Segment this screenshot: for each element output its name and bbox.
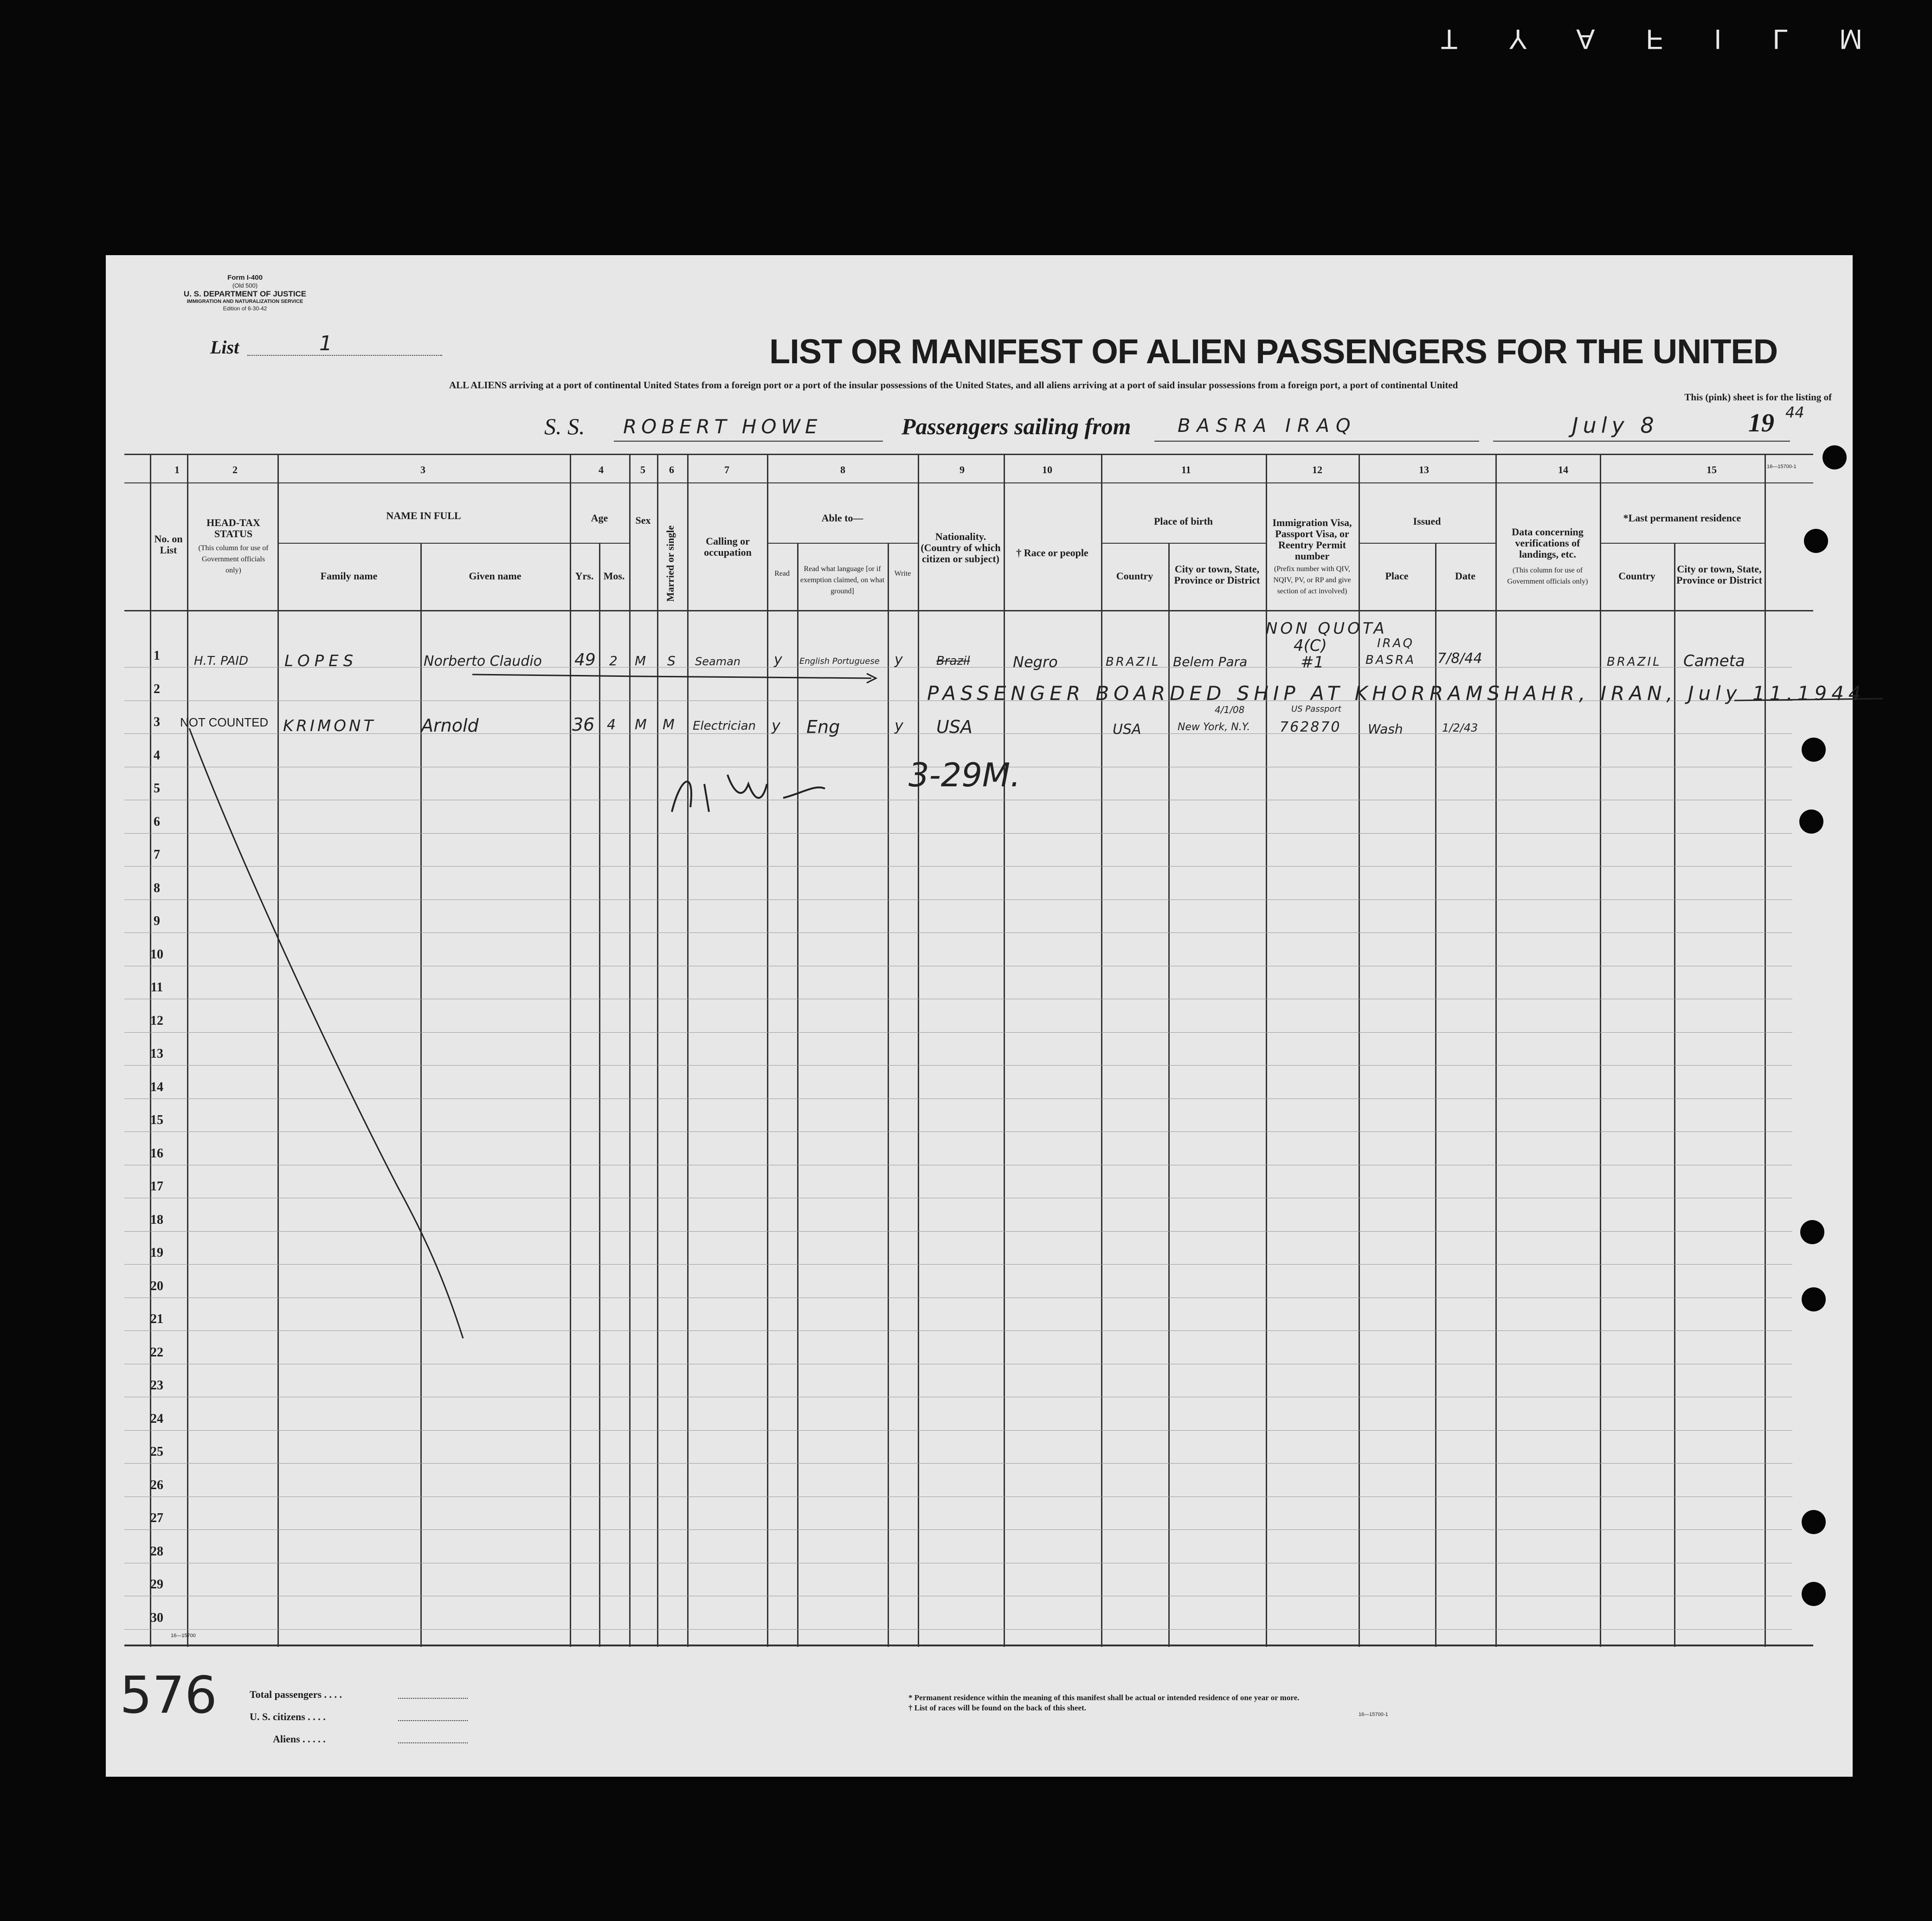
birth-subheader-line	[1101, 543, 1266, 544]
header-verification: Data concerning verifications of landings, etc.	[1512, 526, 1584, 560]
issued-subheader-line	[1359, 543, 1495, 544]
row1-issued-date: 7/8/44	[1437, 650, 1482, 667]
edition-label: Edition of 6-30-42	[223, 305, 267, 312]
year-prefix: 19	[1748, 409, 1774, 437]
ship-name-line	[614, 441, 883, 442]
row-number: 27	[150, 1511, 163, 1525]
column-divider	[629, 455, 631, 1647]
header-sex: Sex	[635, 514, 651, 526]
header-calling: Calling or occupation	[704, 535, 752, 558]
column-divider	[657, 455, 658, 1647]
header-no-on-list: No. on List	[154, 533, 183, 556]
row-number: 25	[150, 1445, 163, 1459]
row-rule	[124, 1463, 1792, 1464]
subtitle-line-2: This (pink) sheet is for the listing of	[1684, 392, 1832, 403]
name-subheader-line	[277, 543, 570, 544]
column-number: 11	[1181, 464, 1191, 475]
punch-hole	[1802, 1510, 1826, 1534]
punch-hole	[1802, 1582, 1826, 1606]
list-number: 1	[319, 332, 332, 355]
row1-marital: S	[667, 653, 676, 668]
row-rule	[124, 1629, 1792, 1630]
column-number-row	[106, 464, 1853, 478]
column-number-border	[124, 482, 1813, 483]
row2-boarding-note: PASSENGER BOARDED SHIP AT KHORRAMSHAHR, IRAN, July 11.1944	[927, 682, 1866, 705]
punch-hole	[1823, 445, 1847, 469]
row1-write: y	[895, 652, 903, 668]
film-edge-text: TYAFILM	[1441, 24, 1913, 55]
column-divider	[1101, 455, 1102, 1647]
row-number: 8	[154, 880, 160, 895]
row1-birth-country: BRAZIL	[1106, 655, 1160, 669]
column-divider	[1495, 455, 1497, 1647]
row-number: 10	[150, 947, 163, 962]
total-passengers-line	[398, 1698, 468, 1699]
row-number: 7	[154, 848, 160, 862]
row-number: 15	[150, 1113, 163, 1127]
row3-birth-date: 4/1/08	[1215, 704, 1245, 715]
row1-residence-city: Cameta	[1683, 652, 1745, 670]
form-number: Form I-400	[227, 274, 263, 282]
column-number: 8	[840, 464, 845, 475]
row3-visa-number: 762870	[1280, 719, 1341, 735]
sailing-from: BASRA IRAQ	[1178, 415, 1357, 437]
column-number: 7	[724, 464, 729, 475]
row1-race: Negro	[1013, 653, 1058, 671]
film-edge-strip	[1375, 0, 1932, 60]
row-number: 26	[150, 1478, 163, 1492]
row3-sex: M	[635, 717, 647, 733]
header-visa: Immigration Visa, Passport Visa, or Reentry Permit number	[1272, 517, 1352, 562]
signature-code: 3-29M.	[908, 756, 1021, 794]
row1-family-name: LOPES	[284, 652, 358, 670]
column-divider	[767, 455, 768, 1647]
row-number: 2	[154, 681, 160, 696]
row1-visa-number: #1	[1301, 653, 1324, 672]
row-number: 14	[150, 1079, 163, 1094]
punch-hole	[1804, 529, 1828, 553]
row-number: 23	[150, 1378, 163, 1393]
row3-issued-place: Wash	[1368, 721, 1403, 737]
column-number: 3	[420, 464, 425, 475]
row-number: 11	[150, 980, 163, 995]
header-residence-city: City or town, State, Province or District	[1676, 563, 1762, 586]
footer-handwritten-number: 576	[120, 1665, 217, 1725]
column-number: 13	[1419, 464, 1429, 475]
row-number: 12	[150, 1013, 163, 1028]
row1-visa-section: 4(C)	[1294, 636, 1327, 655]
row1-occupation: Seaman	[695, 655, 741, 668]
header-race: † Race or people	[1016, 547, 1088, 559]
column-divider	[1004, 455, 1005, 1647]
footer-left-code: 16—15700	[171, 1633, 196, 1638]
row3-visa-label: US Passport	[1291, 704, 1341, 714]
row-number: 18	[150, 1212, 163, 1227]
row3-issued-date: 1/2/43	[1442, 721, 1478, 734]
row-number: 3	[154, 715, 160, 729]
row-number: 1	[154, 649, 160, 663]
page-title: LIST OR MANIFEST OF ALIEN PASSENGERS FOR THE UNITED	[769, 332, 1778, 371]
punch-hole	[1799, 810, 1823, 834]
service-label: IMMIGRATION AND NATURALIZATION SERVICE	[187, 299, 303, 304]
row-number: 29	[150, 1577, 163, 1592]
row-rule	[124, 1430, 1792, 1431]
header-read-language: Read what language [or if exemption claimed, on what ground]	[800, 565, 885, 595]
column-number: 4	[599, 464, 604, 475]
header-age: Age	[591, 512, 608, 524]
sailing-label: Passengers sailing from	[902, 413, 1131, 439]
row3-age-years: 36	[572, 714, 595, 735]
ship-name: ROBERT HOWE	[623, 415, 822, 438]
cancellation-stroke	[185, 724, 472, 1345]
column-number: 2	[232, 464, 238, 475]
header-given-name: Given name	[469, 570, 522, 582]
row1-language: English Portuguese	[799, 656, 880, 666]
row-number: 16	[150, 1146, 163, 1161]
column-number: 1	[174, 464, 180, 475]
column-divider	[1600, 455, 1601, 1647]
punch-hole	[1802, 1287, 1826, 1311]
column-number: 9	[960, 464, 965, 475]
header-issued: Issued	[1413, 515, 1441, 527]
table-top-border	[124, 454, 1813, 455]
row3-head-tax: NOT COUNTED	[180, 715, 269, 729]
row-number: 24	[150, 1411, 163, 1426]
row3-age-months: 4	[607, 717, 616, 733]
row1-residence-country: BRAZIL	[1607, 655, 1662, 669]
row3-language: Eng	[806, 717, 840, 737]
column-number: 6	[669, 464, 674, 475]
header-head-tax: HEAD-TAX STATUS	[206, 517, 260, 540]
row-number: 5	[154, 781, 160, 796]
table-bottom-border	[124, 1645, 1813, 1646]
row-number: 13	[150, 1047, 163, 1061]
column-divider	[570, 455, 571, 1647]
row3-occupation: Electrician	[693, 719, 756, 733]
age-subheader-line	[570, 543, 629, 544]
sailing-date-line	[1493, 441, 1790, 442]
header-head-tax-note: (This column for use of Government officials only)	[198, 544, 269, 574]
column-number: 12	[1312, 464, 1322, 475]
column-divider	[918, 455, 919, 1647]
header-nationality: Nationality. (Country of which citizen or subject)	[921, 531, 1001, 565]
row-number: 9	[154, 914, 160, 928]
header-write: Write	[894, 570, 911, 578]
residence-subheader-line	[1600, 543, 1765, 544]
row3-given-name: Arnold	[421, 715, 479, 736]
row3-birth-city: New York, N.Y.	[1178, 721, 1250, 733]
punch-hole	[1802, 738, 1826, 762]
column-number: 5	[640, 464, 645, 475]
row-number: 30	[150, 1610, 163, 1625]
row1-issued-place-2: BASRA	[1365, 653, 1416, 667]
row3-birth-country: USA	[1113, 721, 1141, 738]
header-bottom-border	[124, 610, 1813, 611]
header-visa-note: (Prefix number with QIV, NQIV, PV, or RP and give section of act involved)	[1273, 565, 1351, 595]
column-number: 14	[1558, 464, 1568, 475]
sailing-from-line	[1154, 441, 1479, 442]
column-number: 15	[1707, 464, 1717, 475]
row3-family-name: KRIMONT	[283, 717, 376, 735]
header-last-residence: *Last permanent residence	[1623, 512, 1741, 524]
aliens-line	[398, 1742, 468, 1743]
row-number: 19	[150, 1246, 163, 1260]
header-family-name: Family name	[320, 570, 378, 582]
department-label: U. S. DEPARTMENT OF JUSTICE	[183, 289, 307, 298]
header-birth-city: City or town, State, Province or District	[1174, 563, 1260, 586]
row1-head-tax: H.T. PAID	[194, 654, 248, 668]
column-divider	[1765, 455, 1766, 1647]
footer-us-citizens: U. S. citizens . . . .	[250, 1711, 326, 1722]
footer-races-note: † List of races will be found on the back of this sheet.	[908, 1703, 1086, 1712]
header-verification-note: (This column for use of Government officials only)	[1507, 566, 1588, 585]
row-number: 20	[150, 1279, 163, 1293]
sailing-date: July 8	[1572, 413, 1659, 438]
row-number: 4	[154, 748, 160, 763]
header-issued-place: Place	[1385, 570, 1409, 582]
header-able-to: Able to—	[821, 512, 863, 524]
header-birth-country: Country	[1116, 570, 1153, 582]
header-married: Married or single	[664, 525, 676, 602]
row1-sex: M	[635, 653, 646, 668]
row3-write: y	[895, 717, 903, 734]
row1-given-name: Norberto Claudio	[424, 653, 542, 669]
list-label: List	[210, 337, 239, 358]
form-old-number: (Old 500)	[232, 282, 258, 289]
punch-hole	[1800, 1220, 1824, 1244]
year-suffix: 44	[1785, 404, 1804, 421]
row1-age-months: 2	[609, 653, 618, 668]
row-rule	[124, 1529, 1792, 1530]
footer-aliens: Aliens . . . . .	[273, 1733, 326, 1745]
header-place-of-birth: Place of birth	[1153, 515, 1213, 527]
us-citizens-line	[398, 1720, 468, 1721]
row1-read: y	[774, 652, 782, 668]
row-number: 22	[150, 1345, 163, 1360]
column-number: 10	[1042, 464, 1052, 475]
header-age-months: Mos.	[603, 570, 625, 582]
header-age-years: Yrs.	[575, 570, 594, 582]
footer-note-code: 16—15700-1	[1359, 1712, 1388, 1717]
row-number: 28	[150, 1544, 163, 1559]
column-divider	[687, 455, 689, 1647]
row-number: 6	[154, 814, 160, 829]
row3-read: y	[772, 717, 780, 734]
row1-nationality: Brazil	[936, 654, 970, 668]
footer-residence-note: * Permanent residence within the meaning of this manifest shall be actual or intended residence of one year or more.	[908, 1693, 1300, 1702]
manifest-sheet	[106, 255, 1866, 1777]
row-number: 17	[150, 1179, 163, 1194]
row1-visa-top: NON QUOTA	[1266, 619, 1387, 638]
row3-nationality: USA	[936, 717, 972, 737]
header-issued-date: Date	[1455, 570, 1475, 582]
subtitle-line-1: ALL ALIENS arriving at a port of continental United States from a foreign port or a port of the insular possessions of the United States, and all aliens arriving at a port of said insular possessions from a foreign port, a port of continental United	[449, 379, 1458, 391]
header-residence-country: Country	[1618, 570, 1655, 582]
header-name-in-full: NAME IN FULL	[386, 510, 461, 521]
corner-code: 16—15700-1	[1767, 464, 1797, 469]
header-read: Read	[774, 570, 790, 578]
row1-birth-city: Belem Para	[1173, 654, 1248, 669]
row3-marital: M	[663, 717, 675, 733]
ss-label: S. S.	[544, 413, 585, 439]
row-number: 21	[150, 1312, 163, 1326]
footer-total-passengers: Total passengers . . . .	[250, 1689, 342, 1700]
able-subheader-line	[767, 543, 918, 544]
list-number-line	[247, 355, 442, 356]
row1-issued-place-1: IRAQ	[1377, 636, 1414, 650]
row1-age-years: 49	[574, 650, 596, 669]
